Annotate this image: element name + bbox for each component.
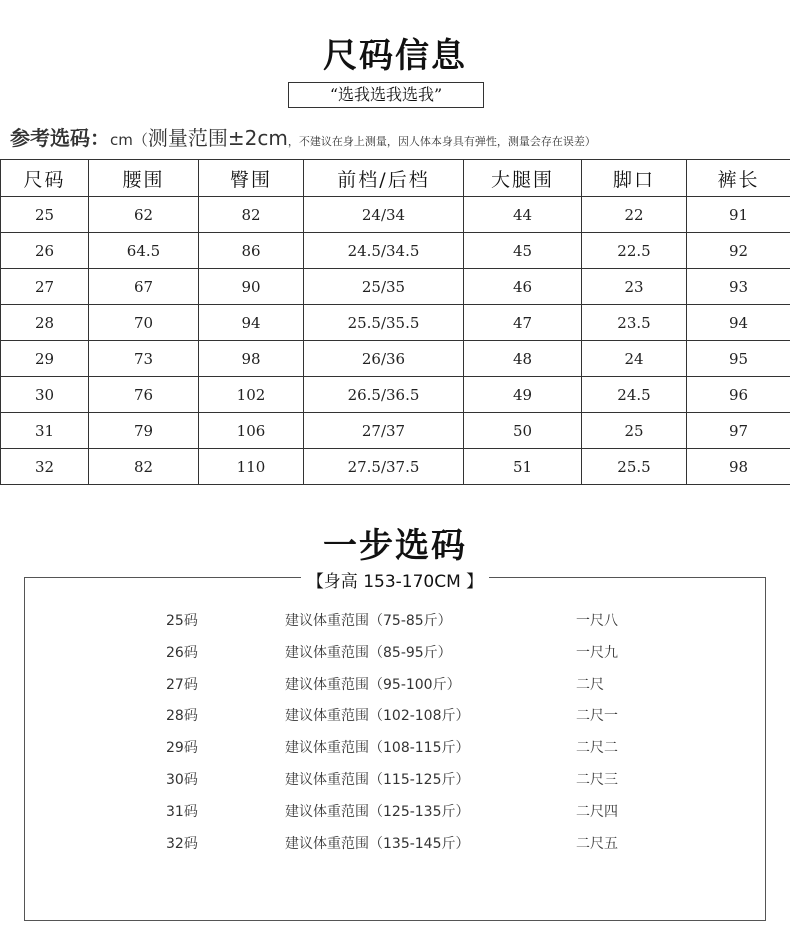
table-cell: 49	[464, 377, 582, 413]
quick-pick-title: 一步选码	[323, 526, 467, 566]
reference-note: ，不建议在身上测量，因人体本身具有弹性，测量会存在误差）	[287, 135, 596, 148]
table-row	[1, 449, 790, 485]
table-cell: 32	[1, 449, 89, 485]
header-waist: 腰围	[89, 160, 199, 197]
table-cell: 94	[199, 305, 304, 341]
list-item	[0, 733, 790, 765]
list-item	[0, 765, 790, 797]
rec-weight: 建议体重范围（115-125斤）	[285, 771, 470, 788]
page-title: 尺码信息	[323, 36, 467, 76]
table-cell: 25	[582, 413, 687, 449]
list-item	[0, 797, 790, 829]
list-item	[0, 701, 790, 733]
header-hip: 臀围	[199, 160, 304, 197]
table-cell: 64.5	[89, 233, 199, 269]
reference-unit: cm（	[110, 131, 148, 149]
table-cell: 25.5/35.5	[304, 305, 464, 341]
rec-weight: 建议体重范围（108-115斤）	[285, 740, 470, 757]
table-cell: 93	[687, 269, 790, 305]
recommendation-list	[0, 606, 790, 860]
rec-waist: 一尺八	[576, 613, 618, 629]
table-cell: 70	[89, 305, 199, 341]
table-cell: 28	[1, 305, 89, 341]
table-cell: 24.5/34.5	[304, 233, 464, 269]
table-cell: 44	[464, 197, 582, 233]
rec-size: 32码	[166, 835, 198, 852]
rec-weight: 建议体重范围（85-95斤）	[285, 644, 452, 661]
table-cell: 82	[89, 449, 199, 485]
table-cell: 95	[687, 341, 790, 377]
table-cell: 94	[687, 305, 790, 341]
rec-waist: 二尺五	[576, 835, 618, 852]
table-cell: 96	[687, 377, 790, 413]
table-row	[1, 233, 790, 269]
table-cell: 26/36	[304, 341, 464, 377]
list-item	[0, 606, 790, 638]
reference-line	[10, 122, 596, 151]
rec-size: 30码	[166, 771, 198, 788]
table-cell: 51	[464, 449, 582, 485]
height-label	[0, 567, 790, 592]
table-cell: 31	[1, 413, 89, 449]
table-cell: 79	[89, 413, 199, 449]
rec-size: 26码	[166, 644, 198, 661]
rec-waist: 二尺二	[576, 740, 618, 757]
table-cell: 26.5/36.5	[304, 377, 464, 413]
table-cell: 25.5	[582, 449, 687, 485]
rec-size: 31码	[166, 803, 198, 820]
table-cell: 27.5/37.5	[304, 449, 464, 485]
rec-size: 25码	[166, 613, 198, 629]
rec-waist: 二尺	[576, 676, 604, 693]
rec-waist: 二尺四	[576, 803, 618, 820]
table-cell: 98	[199, 341, 304, 377]
table-cell: 22.5	[582, 233, 687, 269]
rec-weight: 建议体重范围（75-85斤）	[285, 613, 452, 629]
header-thigh: 大腿围	[464, 160, 582, 197]
table-cell: 110	[199, 449, 304, 485]
rec-weight: 建议体重范围（125-135斤）	[285, 803, 470, 820]
table-cell: 92	[687, 233, 790, 269]
header-size: 尺码	[1, 160, 89, 197]
rec-weight: 建议体重范围（102-108斤）	[285, 708, 470, 725]
table-row	[1, 269, 790, 305]
rec-weight: 建议体重范围（135-145斤）	[285, 835, 470, 852]
table-cell: 30	[1, 377, 89, 413]
list-item	[0, 829, 790, 861]
table-row	[1, 377, 790, 413]
table-cell: 86	[199, 233, 304, 269]
header-hem: 脚口	[582, 160, 687, 197]
table-cell: 24	[582, 341, 687, 377]
size-table-header-row	[1, 160, 790, 197]
rec-waist: 二尺三	[576, 771, 618, 788]
reference-measure: 测量范围±2cm	[147, 126, 288, 150]
table-cell: 90	[199, 269, 304, 305]
reference-label: 参考选码：	[10, 126, 110, 150]
table-cell: 98	[687, 449, 790, 485]
table-row	[1, 197, 790, 233]
rec-size: 27码	[166, 676, 198, 693]
table-cell: 50	[464, 413, 582, 449]
table-cell: 25/35	[304, 269, 464, 305]
table-cell: 23	[582, 269, 687, 305]
table-cell: 26	[1, 233, 89, 269]
subtitle-box: “选我选我选我”	[288, 82, 484, 108]
rec-weight: 建议体重范围（95-100斤）	[285, 676, 461, 693]
table-cell: 45	[464, 233, 582, 269]
table-cell: 62	[89, 197, 199, 233]
table-row	[1, 341, 790, 377]
list-item	[0, 638, 790, 670]
table-row	[1, 305, 790, 341]
table-cell: 22	[582, 197, 687, 233]
table-cell: 46	[464, 269, 582, 305]
rec-waist: 一尺九	[576, 644, 618, 661]
rec-size: 29码	[166, 740, 198, 757]
header-length: 裤长	[687, 160, 790, 197]
table-cell: 102	[199, 377, 304, 413]
table-cell: 24.5	[582, 377, 687, 413]
table-cell: 97	[687, 413, 790, 449]
table-cell: 27/37	[304, 413, 464, 449]
table-cell: 47	[464, 305, 582, 341]
table-cell: 73	[89, 341, 199, 377]
table-cell: 82	[199, 197, 304, 233]
table-cell: 29	[1, 341, 89, 377]
table-cell: 106	[199, 413, 304, 449]
table-row	[1, 413, 790, 449]
table-cell: 27	[1, 269, 89, 305]
table-cell: 76	[89, 377, 199, 413]
table-cell: 23.5	[582, 305, 687, 341]
header-rise: 前档/后档	[304, 160, 464, 197]
rec-size: 28码	[166, 708, 198, 725]
table-cell: 48	[464, 341, 582, 377]
table-cell: 25	[1, 197, 89, 233]
rec-waist: 二尺一	[576, 708, 618, 725]
height-label-text: 【身高 153-170CM 】	[301, 572, 489, 592]
table-cell: 67	[89, 269, 199, 305]
list-item	[0, 670, 790, 702]
table-cell: 91	[687, 197, 790, 233]
table-cell: 24/34	[304, 197, 464, 233]
size-table	[0, 159, 790, 485]
